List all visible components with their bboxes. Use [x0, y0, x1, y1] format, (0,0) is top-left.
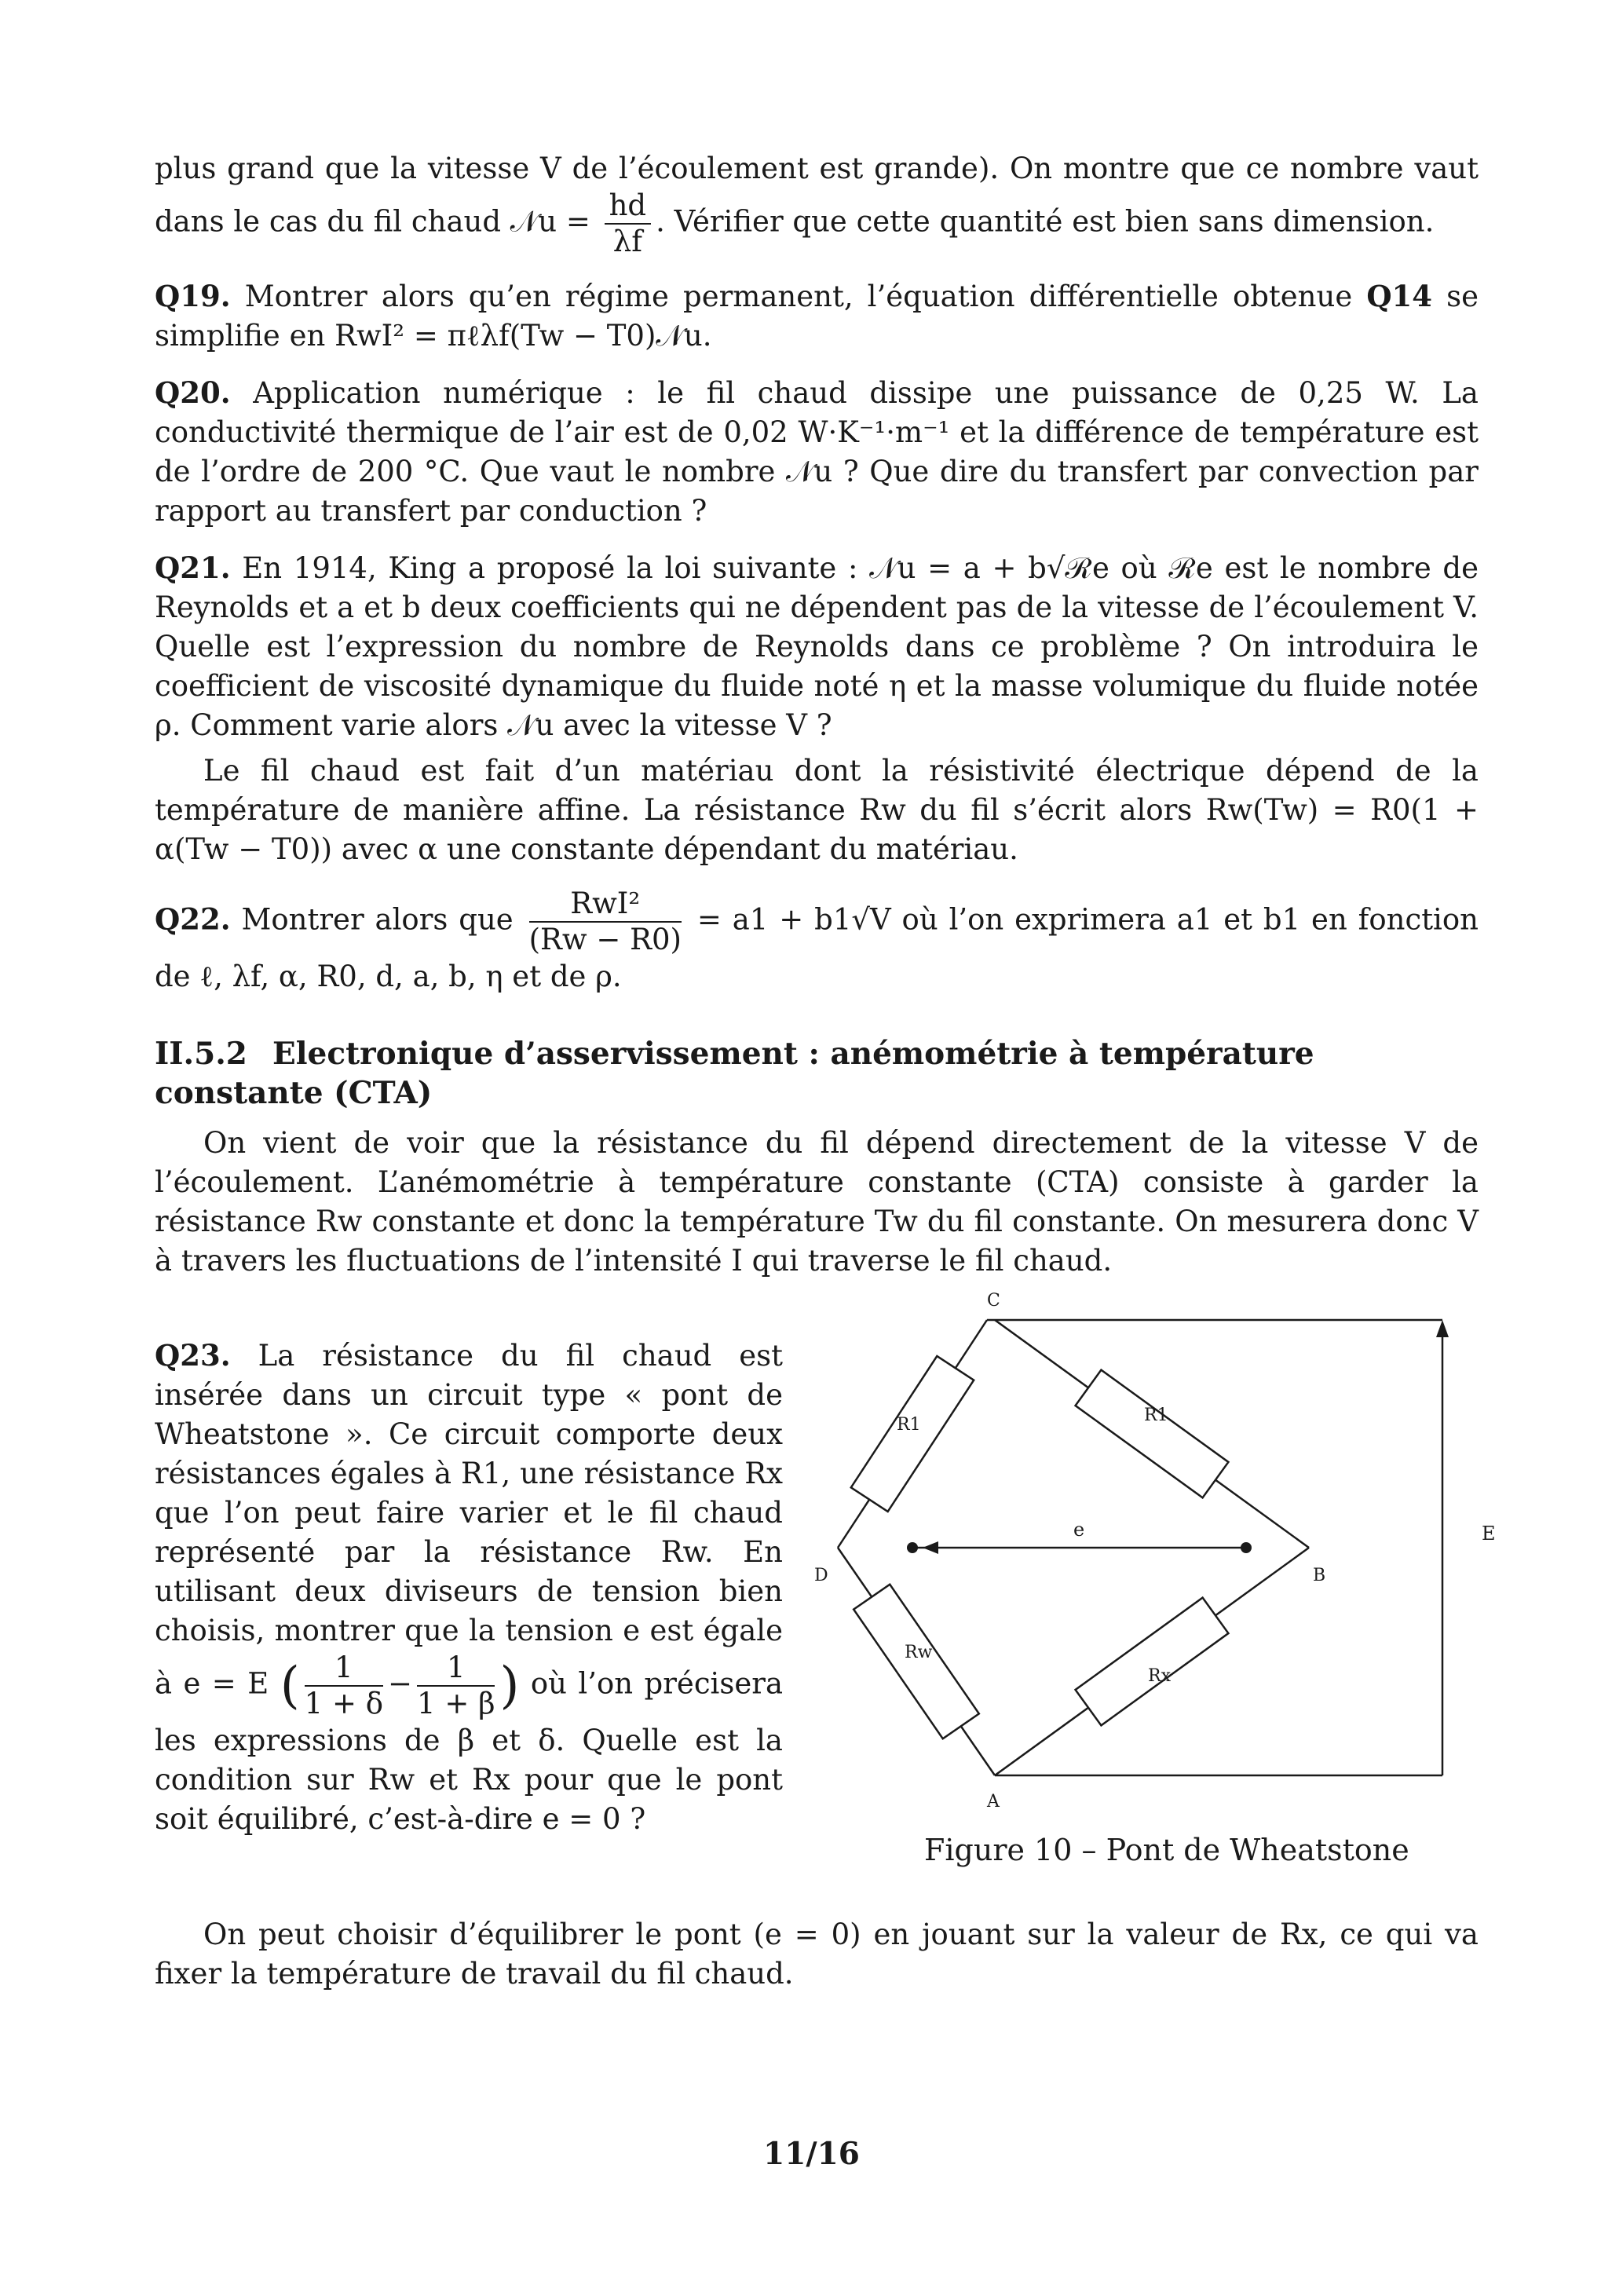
question-text: En 1914, King a proposé la loi suivante : 𝒩u = a + b√ℛe où ℛe est le nombre de Reynolds et a et b deux coefficients qui ne dépendent pas de la vitesse de l’écoulement V. Quelle est l’expression du nombre de Reynolds dans ce problème ? On introduira le coefficient de viscosité dynamique du fluide noté η et la masse volumique du fluide notée ρ. Comment varie alors 𝒩u avec la vitesse V ?	[155, 551, 1479, 742]
question-text: Montrer alors qu’en régime permanent, l’équation différentielle obtenue	[244, 280, 1353, 313]
node-label-d: D	[814, 1566, 828, 1585]
question-reference: Q14	[1366, 279, 1433, 313]
fraction-numerator: 1	[417, 1651, 495, 1687]
left-parenthesis: (	[280, 1657, 300, 1715]
node-label-c: C	[987, 1291, 1000, 1311]
minus-sign: −	[388, 1666, 413, 1701]
intro-line-2b: . Vérifier que cette quantité est bien sans dimension.	[656, 204, 1435, 239]
voltage-E-arrowhead	[1436, 1320, 1449, 1337]
question-21	[155, 548, 1479, 745]
intro-line-2a: le cas du fil chaud 𝒩u =	[233, 204, 590, 239]
section-number: II.5.2	[155, 1036, 247, 1072]
node-label-a: A	[987, 1792, 1000, 1812]
probe-point-right	[1241, 1542, 1252, 1553]
document-body	[155, 149, 1496, 1994]
voltage-e-arrowhead	[923, 1541, 938, 1554]
question-label: Q22.	[155, 901, 231, 937]
question-label: Q23.	[155, 1338, 231, 1373]
label-rw: Rw	[905, 1643, 933, 1662]
label-r1-left: R1	[897, 1415, 921, 1435]
right-parenthesis: )	[499, 1657, 520, 1715]
resistor-rx	[1076, 1598, 1229, 1726]
question-text: où l’on précisera les expressions de β et δ. Quelle est la condition sur Rw et Rx pour que le pont soit équilibré, c’est-à-dire e = 0 ?	[155, 1666, 783, 1836]
paragraph-cta: On vient de voir que la résistance du fil dépend directement de la vitesse V de l’écoulement. L’anémométrie à température constante (CTA) consiste à garder la résistance Rw constante et donc la température Tw du fil constante. On mesurera donc V à travers les fluctuations de l’intensité I qui traverse le fil chaud.	[155, 1126, 1479, 1278]
label-E: E	[1482, 1523, 1496, 1545]
probe-point-left	[907, 1542, 918, 1553]
fraction-numerator: hd	[605, 188, 652, 225]
fraction-denominator: 1 + β	[417, 1687, 495, 1720]
question-text: = a1 + b1√V où l’on exprimera a1 et b1 en fonction de ℓ, λf, α, R0, d, a, b, η et de ρ.	[155, 902, 1479, 993]
page-number: 11/16	[763, 2136, 860, 2172]
fraction-delta	[305, 1651, 383, 1721]
question-label: Q21.	[155, 550, 231, 585]
label-rx: Rx	[1148, 1666, 1171, 1686]
fraction-denominator: (Rw − R0)	[528, 923, 682, 956]
fraction-denominator: λf	[612, 225, 642, 258]
intro-line-1: plus grand que la vitesse V de l’écoulement est grande). On montre que ce nombre vaut dans	[155, 152, 1479, 239]
question-20	[155, 373, 1479, 531]
question-19	[155, 276, 1479, 356]
question-text: La résistance du fil chaud est insérée dans un circuit type « pont de Wheatstone ». Ce circuit comporte deux résistances égales à R1, une résistance Rx que l’on peut faire varier et le fil chaud représenté par la résistance Rw. En utilisant deux diviseurs de tension bien choisis, montrer que la tension e est égale à e = E	[155, 1339, 783, 1701]
question-text: se simplifie en RwI² = πℓλf(Tw − T0)𝒩u.	[155, 280, 1479, 353]
label-r1-right: R1	[1144, 1406, 1168, 1425]
question-text: Application numérique : le fil chaud dissipe une puissance de 0,25 W. La conductivité thermique de l’air est de 0,02 W·K⁻¹·m⁻¹ et la différence de température est de l’ordre de 200 °C. Que vaut le nombre 𝒩u ? Que dire du transfert par convection par rapport au transfert par conduction ?	[155, 376, 1479, 528]
nusselt-fraction	[605, 188, 652, 259]
fraction-numerator: RwI²	[529, 887, 682, 923]
resistor-r1-right	[1076, 1370, 1229, 1498]
question-label: Q20.	[155, 375, 231, 410]
question-text: Montrer alors que	[241, 902, 514, 937]
paragraph-fil-chaud: Le fil chaud est fait d’un matériau dont la résistivité électrique dépend de la température de manière affine. La résistance Rw du fil s’écrit alors Rw(Tw) = R0(1 + α(Tw − T0)) avec α une constante dépendant du matériau.	[155, 754, 1479, 866]
question-22	[155, 887, 1479, 996]
wheatstone-bridge-figure	[814, 1289, 1513, 1812]
fraction-numerator: 1	[305, 1651, 383, 1687]
node-label-b: B	[1313, 1566, 1326, 1585]
question-23-block	[155, 1291, 1496, 1909]
question-label: Q19.	[155, 279, 231, 313]
question-23	[155, 1336, 783, 1839]
fraction-beta	[417, 1651, 495, 1721]
paragraph-intro	[155, 149, 1479, 259]
paragraph-final: On peut choisir d’équilibrer le pont (e = 0) en jouant sur la valeur de Rx, ce qui va fixer la température de travail du fil chaud.	[155, 1918, 1479, 1991]
figure-caption: Figure 10 – Pont de Wheatstone	[924, 1833, 1409, 1867]
power-fraction	[529, 887, 682, 957]
fraction-denominator: 1 + δ	[304, 1687, 383, 1720]
section-heading	[155, 1034, 1479, 1113]
label-e: e	[1073, 1519, 1085, 1541]
section-title: Electronique d’asservissement : anémométrie à température constante (CTA)	[155, 1036, 1314, 1111]
